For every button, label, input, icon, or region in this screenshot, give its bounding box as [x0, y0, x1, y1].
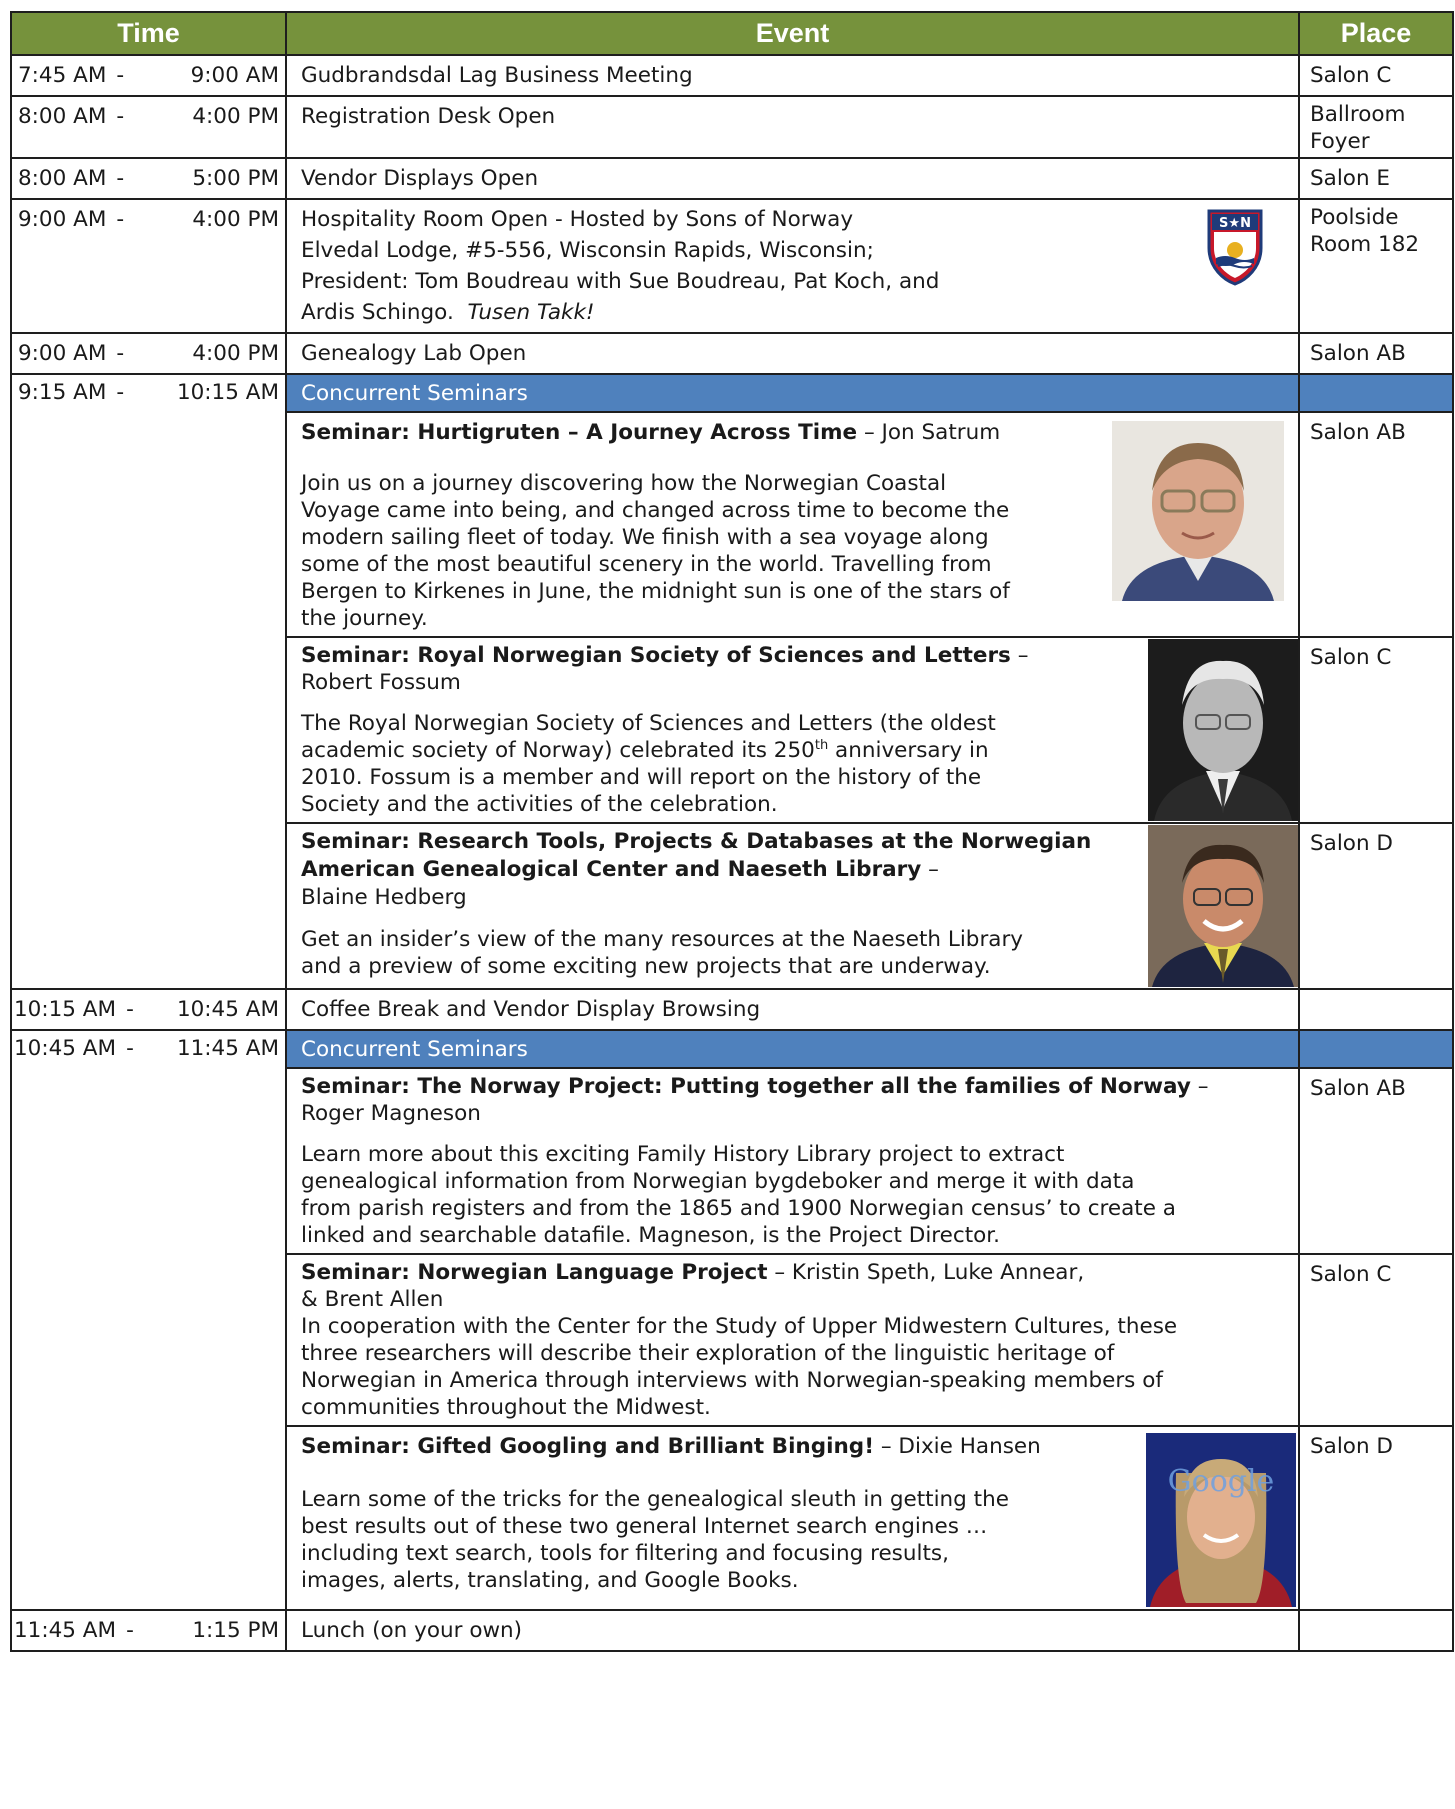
speaker-photo: [1148, 825, 1298, 996]
speaker-photo: [1148, 639, 1298, 830]
time-cell: [11, 1030, 286, 1610]
time-dash: -: [116, 207, 125, 232]
seminar-cell: [286, 637, 1299, 823]
schedule-table: [10, 11, 1454, 1652]
end-time: 11:45 AM: [176, 1036, 279, 1061]
photo-overlay-text: Google: [1167, 1464, 1275, 1499]
speaker-separator: –: [921, 857, 939, 882]
event-text: Ardis Schingo.: [301, 300, 454, 325]
seminar-speaker: – Jon Satrum: [857, 420, 1001, 445]
shield-icon: [1206, 208, 1264, 286]
seminar-title: Seminar: Hurtigruten – A Journey Across Time: [301, 420, 858, 445]
desc-line: three researchers will describe their exploration of the linguistic heritage of: [301, 1341, 1115, 1366]
event-cell: [286, 199, 1299, 333]
desc-text: anniversary in: [828, 738, 989, 763]
start-time: 7:45 AM: [18, 63, 107, 88]
place-cell: [1299, 199, 1453, 333]
section-band: Concurrent Seminars: [286, 1030, 1299, 1068]
place-cell: Salon C: [1299, 1254, 1453, 1426]
time-cell: [11, 989, 286, 1030]
desc-line: In cooperation with the Center for the Study of Upper Midwestern Cultures, these: [301, 1314, 1178, 1339]
time-cell: [11, 1610, 286, 1651]
place-cell: Salon AB: [1299, 412, 1453, 637]
seminar-title: Seminar: The Norway Project: Putting together all the families of Norway: [301, 1074, 1191, 1099]
desc-line: Learn more about this exciting Family History Library project to extract: [301, 1142, 1065, 1167]
desc-line: some of the most beautiful scenery in the world. Travelling from: [301, 552, 992, 577]
time-dash: -: [116, 104, 125, 129]
place-line: Room 182: [1310, 232, 1420, 257]
seminar-description: [301, 926, 1284, 980]
seminar-speaker: Roger Magneson: [301, 1101, 481, 1126]
time-cell: [11, 374, 286, 989]
time-dash: -: [126, 1618, 134, 1643]
time-cell: [11, 333, 286, 374]
desc-line: modern sailing fleet of today. We finish with a sea voyage along: [301, 525, 989, 550]
time-dash: -: [116, 380, 125, 405]
end-time: 10:15 AM: [176, 380, 279, 405]
desc-line: communities throughout the Midwest.: [301, 1395, 711, 1420]
place-line: Poolside: [1310, 205, 1399, 230]
event-line: Hospitality Room Open - Hosted by Sons of Norway: [301, 207, 854, 232]
seminar-title: Seminar: Norwegian Language Project: [301, 1260, 768, 1285]
place-line: Foyer: [1310, 129, 1370, 154]
seminar-cell: [286, 1426, 1299, 1610]
seminar-description: [301, 1141, 1284, 1249]
table-row: [11, 199, 1453, 333]
seminar-description: [301, 1486, 1284, 1594]
seminar-cell: [286, 1254, 1299, 1426]
time-cell: [11, 199, 286, 333]
place-cell: Salon D: [1299, 1426, 1453, 1610]
band-fill: [1299, 1030, 1453, 1068]
desc-line: Learn some of the tricks for the genealogical sleuth in getting the: [301, 1487, 1009, 1512]
desc-line: 2010. Fossum is a member and will report on the history of the: [301, 765, 982, 790]
desc-line: genealogical information from Norwegian bygdeboker and merge it with data: [301, 1169, 1135, 1194]
desc-line: Bergen to Kirkenes in June, the midnight sun is one of the stars of: [301, 579, 1010, 604]
place-cell: [1299, 1610, 1453, 1651]
logo-text: S★N: [1219, 216, 1251, 231]
end-time: 4:00 PM: [192, 341, 279, 366]
event-line: [301, 297, 1284, 328]
end-time: 4:00 PM: [192, 207, 279, 232]
place-cell: [1299, 96, 1453, 158]
start-time: 8:00 AM: [18, 104, 107, 129]
event-cell: Vendor Displays Open: [286, 158, 1299, 199]
speaker-photo: [1146, 1433, 1296, 1616]
seminar-cell: [286, 412, 1299, 637]
start-time: 8:00 AM: [18, 166, 107, 191]
event-line: Elvedal Lodge, #5-556, Wisconsin Rapids, Wisconsin;: [301, 238, 874, 263]
desc-superscript: th: [814, 737, 829, 753]
desc-line: The Royal Norwegian Society of Sciences and Letters (the oldest: [301, 711, 996, 736]
time-dash: -: [116, 63, 125, 88]
event-header: Event: [286, 12, 1299, 55]
table-row: [11, 333, 1453, 374]
end-time: 4:00 PM: [192, 104, 279, 129]
desc-line: Join us on a journey discovering how the Norwegian Coastal: [301, 471, 947, 496]
section-band: Concurrent Seminars: [286, 374, 1299, 412]
desc-line: Society and the activities of the celebration.: [301, 792, 778, 817]
start-time: 9:15 AM: [18, 380, 107, 405]
desc-line: Get an insider’s view of the many resources at the Naeseth Library: [301, 927, 1024, 952]
seminar-title: Seminar: Royal Norwegian Society of Sciences and Letters: [301, 643, 1011, 668]
table-row: [11, 96, 1453, 158]
table-row: [11, 55, 1453, 96]
table-row: [11, 1030, 1453, 1068]
desc-line: including text search, tools for filtering and focusing results,: [301, 1541, 949, 1566]
desc-line: [301, 737, 1284, 764]
end-time: 9:00 AM: [190, 63, 279, 88]
desc-line: Norwegian in America through interviews with Norwegian-speaking members of: [301, 1368, 1163, 1393]
place-cell: Salon C: [1299, 637, 1453, 823]
desc-line: images, alerts, translating, and Google Books.: [301, 1568, 799, 1593]
time-dash: -: [116, 166, 125, 191]
desc-line: linked and searchable datafile. Magneson, is the Project Director.: [301, 1223, 1000, 1248]
place-line: Ballroom: [1310, 102, 1406, 127]
speaker-separator: –: [1190, 1074, 1209, 1099]
desc-line: from parish registers and from the 1865 and 1900 Norwegian census’ to create a: [301, 1196, 1176, 1221]
table-row: [11, 1610, 1453, 1651]
place-cell: Salon AB: [1299, 333, 1453, 374]
event-cell: Coffee Break and Vendor Display Browsing: [286, 989, 1299, 1030]
seminar-speaker: Robert Fossum: [301, 670, 461, 695]
desc-line: best results out of these two general Internet search engines …: [301, 1514, 988, 1539]
desc-line: and a preview of some exciting new projects that are underway.: [301, 954, 991, 979]
seminar-title: Seminar: Gifted Googling and Brilliant Binging!: [301, 1434, 875, 1459]
seminar-speaker: & Brent Allen: [301, 1287, 444, 1312]
speaker-photo: [1112, 421, 1284, 610]
desc-text: academic society of Norway) celebrated its 250: [301, 738, 815, 763]
seminar-description: [301, 710, 1284, 818]
seminar-cell: [286, 1068, 1299, 1254]
event-cell: Genealogy Lab Open: [286, 333, 1299, 374]
place-cell: Salon AB: [1299, 1068, 1453, 1254]
time-cell: [11, 96, 286, 158]
portrait-image: [1112, 421, 1284, 601]
band-fill: [1299, 374, 1453, 412]
portrait-image: [1148, 639, 1298, 821]
event-line: President: Tom Boudreau with Sue Boudreau, Pat Koch, and: [301, 269, 940, 294]
desc-line: Voyage came into being, and changed across time to become the: [301, 498, 1010, 523]
time-cell: [11, 55, 286, 96]
seminar-speaker: Blaine Hedberg: [301, 885, 467, 910]
seminar-title-line: [301, 856, 1284, 884]
end-time: 1:15 PM: [192, 1618, 279, 1643]
table-row: [11, 158, 1453, 199]
start-time: 9:00 AM: [18, 207, 107, 232]
seminar-title: American Genealogical Center and Naeseth Library: [301, 857, 922, 882]
desc-line: the journey.: [301, 606, 428, 631]
start-time: 9:00 AM: [18, 341, 107, 366]
start-time: 10:15 AM: [14, 997, 117, 1022]
seminar-speaker: – Dixie Hansen: [874, 1434, 1041, 1459]
time-dash: -: [126, 997, 134, 1022]
place-header: Place: [1299, 12, 1453, 55]
event-cell: Gudbrandsdal Lag Business Meeting: [286, 55, 1299, 96]
seminar-title: Seminar: Research Tools, Projects & Databases at the Norwegian: [301, 829, 1092, 854]
event-cell: Lunch (on your own): [286, 1610, 1299, 1651]
seminar-speaker: – Kristin Speth, Luke Annear,: [767, 1260, 1085, 1285]
place-cell: Salon E: [1299, 158, 1453, 199]
time-header: Time: [11, 12, 286, 55]
thanks-text: Tusen Takk!: [467, 300, 595, 325]
start-time: 11:45 AM: [14, 1618, 117, 1643]
header-row: [11, 12, 1453, 55]
end-time: 5:00 PM: [192, 166, 279, 191]
seminar-cell: [286, 823, 1299, 989]
place-cell: [1299, 989, 1453, 1030]
portrait-image: [1148, 825, 1298, 987]
portrait-image: [1146, 1433, 1296, 1607]
speaker-separator: –: [1010, 643, 1029, 668]
end-time: 10:45 AM: [176, 997, 279, 1022]
event-cell: Registration Desk Open: [286, 96, 1299, 158]
time-dash: -: [116, 341, 125, 366]
place-cell: Salon D: [1299, 823, 1453, 989]
time-cell: [11, 158, 286, 199]
time-dash: -: [126, 1036, 134, 1061]
sons-of-norway-logo: [1206, 208, 1264, 295]
start-time: 10:45 AM: [14, 1036, 117, 1061]
place-cell: Salon C: [1299, 55, 1453, 96]
table-row: [11, 374, 1453, 412]
